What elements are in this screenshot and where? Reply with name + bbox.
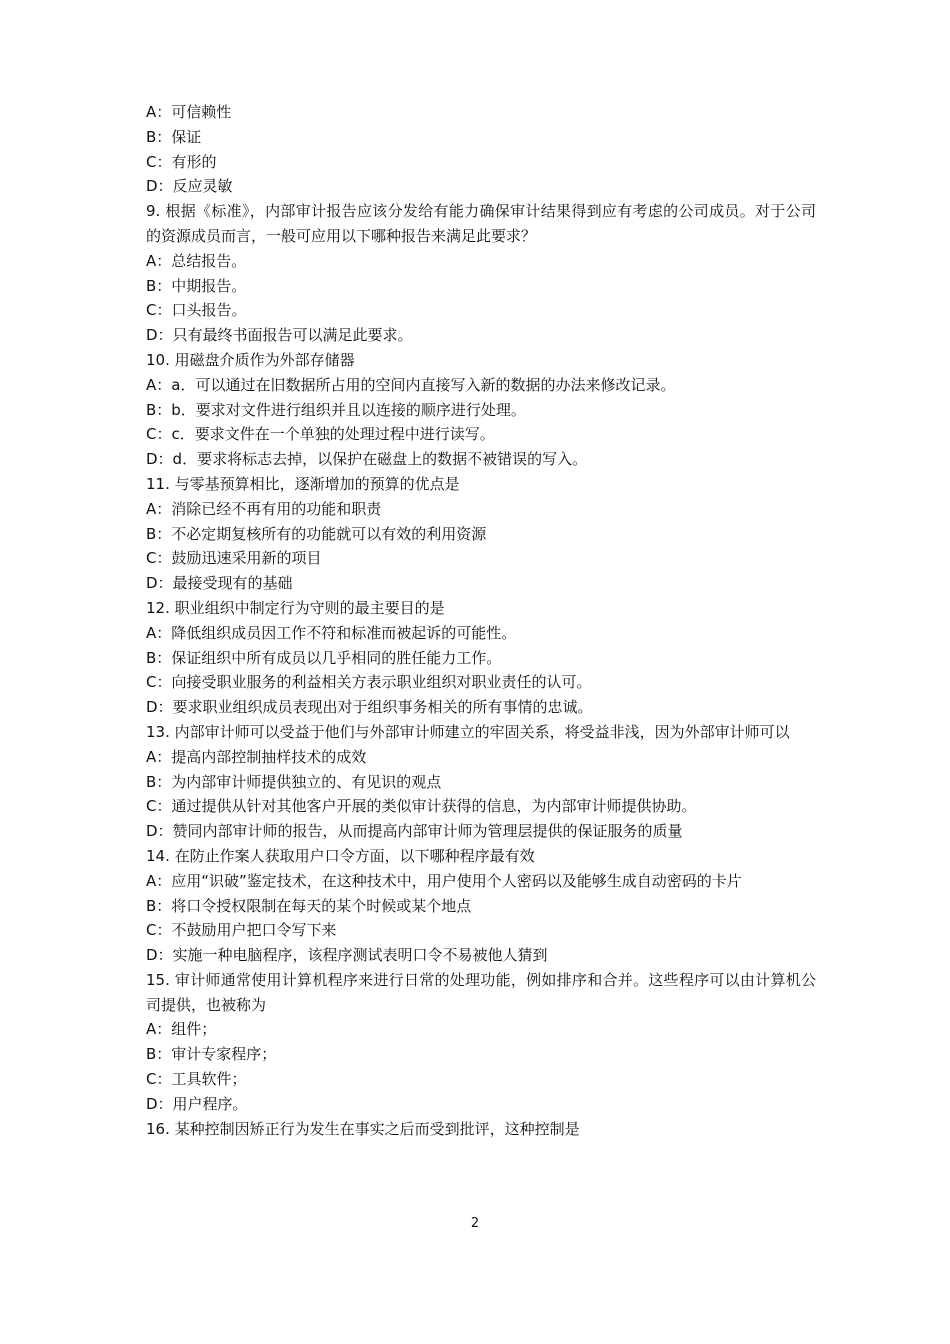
option-line: B：保证 xyxy=(146,127,202,146)
option-line: D：d．要求将标志去掉，以保护在磁盘上的数据不被错误的写入。 xyxy=(146,450,588,469)
option-line: A：应用“识破”鉴定技术，在这种技术中，用户使用个人密码以及能够生成自动密码的卡片 xyxy=(146,871,742,890)
option-line: A：可信赖性 xyxy=(146,103,232,121)
option-line: B：b．要求对文件进行组织并且以连接的顺序进行处理。 xyxy=(146,400,526,419)
option-line: D：要求职业组织成员表现出对于组织事务相关的所有事情的忠诚。 xyxy=(146,698,593,717)
option-line: A：降低组织成员因工作不符和标准而被起诉的可能性。 xyxy=(146,623,517,642)
option-line: D：赞同内部审计师的报告，从而提高内部审计师为管理层提供的保证服务的质量 xyxy=(146,822,683,841)
page-number: 2 xyxy=(470,1216,480,1231)
option-line: C：鼓励迅速采用新的项目 xyxy=(146,549,322,568)
question-9: 9. 根据《标准》，内部审计报告应该分发给有能力确保审计结果得到应有考虑的公司成员。对于公司的资源成员而言，一般可应用以下哪种报告来满足此要求？ xyxy=(146,202,816,245)
question-14: 14. 在防止作案人获取用户口令方面，以下哪种程序最有效 xyxy=(146,846,535,865)
option-line: B：审计专家程序； xyxy=(146,1045,277,1064)
question-10: 10. 用磁盘介质作为外部存储器 xyxy=(146,350,355,369)
option-line: A：消除已经不再有用的功能和职责 xyxy=(146,499,382,518)
option-line: A：组件； xyxy=(146,1020,217,1039)
option-line: D：用户程序。 xyxy=(146,1094,248,1113)
option-line: B：将口令授权限制在每天的某个时候或某个地点 xyxy=(146,896,472,915)
option-line: B：中期报告。 xyxy=(146,276,247,295)
option-line: C：不鼓励用户把口令写下来 xyxy=(146,921,337,940)
option-line: D：只有最终书面报告可以满足此要求。 xyxy=(146,326,413,345)
option-line: C：向接受职业服务的利益相关方表示职业组织对职业责任的认可。 xyxy=(146,673,592,692)
option-line: C：口头报告。 xyxy=(146,301,247,320)
option-line: D：最接受现有的基础 xyxy=(146,574,293,593)
page-body xyxy=(146,100,816,1141)
option-line: B：保证组织中所有成员以几乎相同的胜任能力工作。 xyxy=(146,648,502,667)
question-16: 16. 某种控制因矫正行为发生在事实之后而受到批评，这种控制是 xyxy=(146,1119,580,1138)
option-line: B：为内部审计师提供独立的、有见识的观点 xyxy=(146,772,442,791)
option-line: B：不必定期复核所有的功能就可以有效的利用资源 xyxy=(146,524,487,543)
option-line: C：工具软件； xyxy=(146,1070,247,1089)
option-line: C：c．要求文件在一个单独的处理过程中进行读写。 xyxy=(146,425,495,444)
option-line: A：总结报告。 xyxy=(146,251,247,270)
option-line: D：反应灵敏 xyxy=(146,177,233,196)
question-11: 11. 与零基预算相比，逐渐增加的预算的优点是 xyxy=(146,474,460,493)
option-line: C：通过提供从针对其他客户开展的类似审计获得的信息，为内部审计师提供协助。 xyxy=(146,797,697,816)
option-line: A：提高内部控制抽样技术的成效 xyxy=(146,747,367,766)
question-13: 13. 内部审计师可以受益于他们与外部审计师建立的牢固关系，将受益非浅，因为外部审计师可以 xyxy=(146,722,790,741)
option-line: D：实施一种电脑程序，该程序测试表明口令不易被他人猜到 xyxy=(146,946,548,965)
option-line: A：a．可以通过在旧数据所占用的空间内直接写入新的数据的办法来修改记录。 xyxy=(146,375,676,394)
option-line: C：有形的 xyxy=(146,152,217,171)
question-12: 12. 职业组织中制定行为守则的最主要目的是 xyxy=(146,598,445,617)
question-15: 15. 审计师通常使用计算机程序来进行日常的处理功能，例如排序和合并。这些程序可以由计算机公司提供，也被称为 xyxy=(146,970,816,1014)
